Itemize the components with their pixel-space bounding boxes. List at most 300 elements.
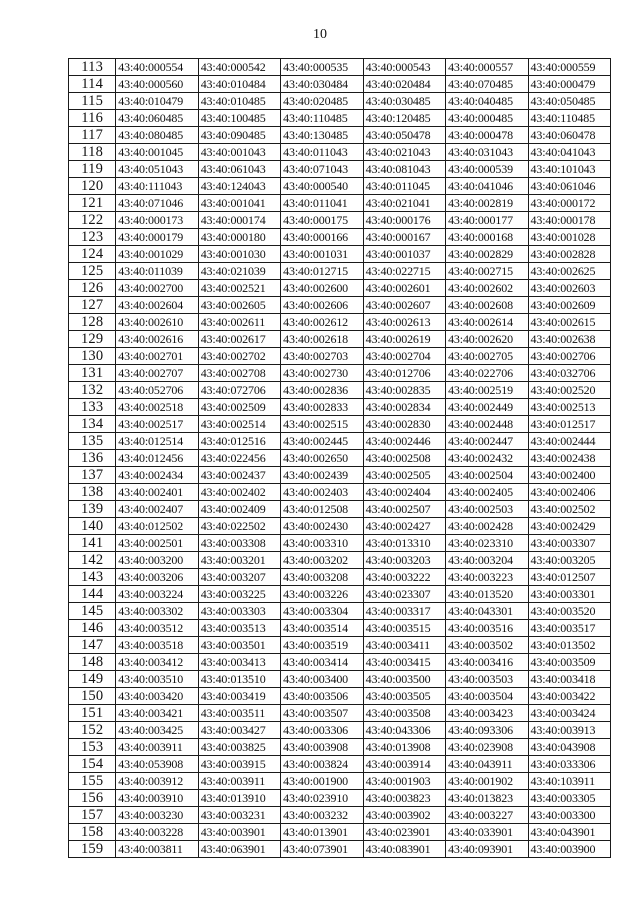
cadastral-number-cell: 43:40:124043 [198, 178, 280, 195]
cadastral-number-cell: 43:40:101043 [528, 161, 610, 178]
cadastral-number-cell: 43:40:003307 [528, 535, 610, 552]
cadastral-number-cell: 43:40:000174 [198, 212, 280, 229]
cadastral-number-cell: 43:40:002836 [281, 382, 363, 399]
cadastral-number-cell: 43:40:002701 [116, 348, 198, 365]
cadastral-number-cell: 43:40:003825 [198, 739, 280, 756]
cadastral-number-cell: 43:40:041043 [528, 144, 610, 161]
cadastral-number-cell: 43:40:030485 [363, 93, 445, 110]
row-number-cell: 150 [69, 688, 116, 705]
cadastral-number-cell: 43:40:012516 [198, 433, 280, 450]
cadastral-number-cell: 43:40:003228 [116, 824, 198, 841]
cadastral-number-cell: 43:40:093306 [446, 722, 528, 739]
cadastral-number-cell: 43:40:003231 [198, 807, 280, 824]
cadastral-number-cell: 43:40:002833 [281, 399, 363, 416]
cadastral-number-cell: 43:40:003317 [363, 603, 445, 620]
cadastral-number-cell: 43:40:003305 [528, 790, 610, 807]
cadastral-number-cell: 43:40:003304 [281, 603, 363, 620]
cadastral-number-cell: 43:40:002605 [198, 297, 280, 314]
cadastral-number-cell: 43:40:002835 [363, 382, 445, 399]
cadastral-number-cell: 43:40:002520 [528, 382, 610, 399]
table-row [69, 450, 611, 467]
cadastral-number-cell: 43:40:003203 [363, 552, 445, 569]
cadastral-number-cell: 43:40:001903 [363, 773, 445, 790]
cadastral-number-cell: 43:40:003512 [116, 620, 198, 637]
cadastral-number-cell: 43:40:002612 [281, 314, 363, 331]
cadastral-number-cell: 43:40:033306 [528, 756, 610, 773]
row-number-cell: 137 [69, 467, 116, 484]
cadastral-number-cell: 43:40:000179 [116, 229, 198, 246]
cadastral-number-cell: 43:40:002406 [528, 484, 610, 501]
cadastral-number-cell: 43:40:002447 [446, 433, 528, 450]
cadastral-number-cell: 43:40:000166 [281, 229, 363, 246]
cadastral-number-cell: 43:40:073901 [281, 841, 363, 858]
table-row [69, 671, 611, 688]
cadastral-number-cell: 43:40:013901 [281, 824, 363, 841]
row-number-cell: 136 [69, 450, 116, 467]
cadastral-number-table [68, 58, 611, 858]
cadastral-number-cell: 43:40:002428 [446, 518, 528, 535]
cadastral-number-cell: 43:40:060485 [116, 110, 198, 127]
table-row [69, 263, 611, 280]
row-number-cell: 141 [69, 535, 116, 552]
table-row [69, 280, 611, 297]
row-number-cell: 121 [69, 195, 116, 212]
cadastral-number-cell: 43:40:030484 [281, 76, 363, 93]
cadastral-number-cell: 43:40:011045 [363, 178, 445, 195]
row-number-cell: 120 [69, 178, 116, 195]
cadastral-number-cell: 43:40:013910 [198, 790, 280, 807]
table-row [69, 688, 611, 705]
cadastral-number-cell: 43:40:043908 [528, 739, 610, 756]
cadastral-number-cell: 43:40:000180 [198, 229, 280, 246]
cadastral-number-cell: 43:40:002432 [446, 450, 528, 467]
table-row [69, 586, 611, 603]
row-number-cell: 124 [69, 246, 116, 263]
cadastral-number-cell: 43:40:012517 [528, 416, 610, 433]
cadastral-number-cell: 43:40:002830 [363, 416, 445, 433]
cadastral-number-cell: 43:40:002625 [528, 263, 610, 280]
table-row [69, 790, 611, 807]
row-number-cell: 130 [69, 348, 116, 365]
cadastral-number-cell: 43:40:013510 [198, 671, 280, 688]
cadastral-number-cell: 43:40:012456 [116, 450, 198, 467]
cadastral-number-cell: 43:40:003425 [116, 722, 198, 739]
cadastral-number-cell: 43:40:002444 [528, 433, 610, 450]
cadastral-number-cell: 43:40:003300 [528, 807, 610, 824]
table-row [69, 246, 611, 263]
cadastral-number-cell: 43:40:003419 [198, 688, 280, 705]
table-row [69, 416, 611, 433]
row-number-cell: 132 [69, 382, 116, 399]
row-number-cell: 154 [69, 756, 116, 773]
cadastral-number-cell: 43:40:002446 [363, 433, 445, 450]
cadastral-number-cell: 43:40:000560 [116, 76, 198, 93]
table-row [69, 433, 611, 450]
cadastral-number-cell: 43:40:043301 [446, 603, 528, 620]
table-row [69, 484, 611, 501]
cadastral-number-cell: 43:40:000559 [528, 59, 610, 76]
row-number-cell: 139 [69, 501, 116, 518]
row-number-cell: 119 [69, 161, 116, 178]
cadastral-number-cell: 43:40:012508 [281, 501, 363, 518]
cadastral-number-cell: 43:40:001028 [528, 229, 610, 246]
cadastral-number-cell: 43:40:061043 [198, 161, 280, 178]
row-number-cell: 144 [69, 586, 116, 603]
cadastral-number-cell: 43:40:002829 [446, 246, 528, 263]
cadastral-number-cell: 43:40:003911 [116, 739, 198, 756]
row-number-cell: 129 [69, 331, 116, 348]
table-row [69, 127, 611, 144]
cadastral-number-cell: 43:40:010484 [198, 76, 280, 93]
cadastral-number-cell: 43:40:011043 [281, 144, 363, 161]
table-row [69, 161, 611, 178]
cadastral-number-cell: 43:40:000176 [363, 212, 445, 229]
cadastral-number-cell: 43:40:021041 [363, 195, 445, 212]
row-number-cell: 148 [69, 654, 116, 671]
cadastral-number-cell: 43:40:093901 [446, 841, 528, 858]
cadastral-number-cell: 43:40:003900 [528, 841, 610, 858]
cadastral-number-cell: 43:40:003415 [363, 654, 445, 671]
cadastral-number-cell: 43:40:023901 [363, 824, 445, 841]
cadastral-number-cell: 43:40:001902 [446, 773, 528, 790]
cadastral-number-cell: 43:40:012715 [281, 263, 363, 280]
cadastral-number-cell: 43:40:002700 [116, 280, 198, 297]
cadastral-number-cell: 43:40:013823 [446, 790, 528, 807]
row-number-cell: 151 [69, 705, 116, 722]
table-row [69, 841, 611, 858]
cadastral-number-cell: 43:40:043901 [528, 824, 610, 841]
cadastral-number-cell: 43:40:000535 [281, 59, 363, 76]
cadastral-number-cell: 43:40:002518 [116, 399, 198, 416]
cadastral-number-cell: 43:40:013502 [528, 637, 610, 654]
cadastral-number-cell: 43:40:002638 [528, 331, 610, 348]
cadastral-number-cell: 43:40:012514 [116, 433, 198, 450]
table-row [69, 467, 611, 484]
cadastral-number-cell: 43:40:003202 [281, 552, 363, 569]
table-row [69, 399, 611, 416]
cadastral-number-cell: 43:40:000478 [446, 127, 528, 144]
cadastral-number-cell: 43:40:003232 [281, 807, 363, 824]
page-number: 10 [313, 27, 327, 42]
cadastral-number-cell: 43:40:003303 [198, 603, 280, 620]
cadastral-number-cell: 43:40:023910 [281, 790, 363, 807]
cadastral-number-cell: 43:40:002507 [363, 501, 445, 518]
row-number-cell: 133 [69, 399, 116, 416]
cadastral-number-cell: 43:40:003823 [363, 790, 445, 807]
table-row [69, 722, 611, 739]
row-number-cell: 118 [69, 144, 116, 161]
row-number-cell: 147 [69, 637, 116, 654]
cadastral-number-cell: 43:40:003503 [446, 671, 528, 688]
cadastral-number-cell: 43:40:003308 [198, 535, 280, 552]
cadastral-number-cell: 43:40:001900 [281, 773, 363, 790]
cadastral-number-cell: 43:40:022456 [198, 450, 280, 467]
cadastral-number-cell: 43:40:002449 [446, 399, 528, 416]
row-number-cell: 149 [69, 671, 116, 688]
cadastral-number-cell: 43:40:002509 [198, 399, 280, 416]
cadastral-number-cell: 43:40:002610 [116, 314, 198, 331]
cadastral-number-cell: 43:40:003500 [363, 671, 445, 688]
cadastral-number-cell: 43:40:000172 [528, 195, 610, 212]
row-number-cell: 122 [69, 212, 116, 229]
cadastral-number-cell: 43:40:002430 [281, 518, 363, 535]
cadastral-number-cell: 43:40:012706 [363, 365, 445, 382]
cadastral-number-cell: 43:40:002407 [116, 501, 198, 518]
cadastral-number-cell: 43:40:002604 [116, 297, 198, 314]
table-row [69, 297, 611, 314]
row-number-cell: 143 [69, 569, 116, 586]
cadastral-number-cell: 43:40:011039 [116, 263, 198, 280]
cadastral-number-cell: 43:40:002609 [528, 297, 610, 314]
cadastral-number-cell: 43:40:010485 [198, 93, 280, 110]
cadastral-number-cell: 43:40:000479 [528, 76, 610, 93]
cadastral-number-cell: 43:40:002834 [363, 399, 445, 416]
cadastral-number-cell: 43:40:071043 [281, 161, 363, 178]
cadastral-number-cell: 43:40:002514 [198, 416, 280, 433]
cadastral-number-cell: 43:40:083901 [363, 841, 445, 858]
cadastral-number-cell: 43:40:003517 [528, 620, 610, 637]
cadastral-number-cell: 43:40:023310 [446, 535, 528, 552]
table-row [69, 59, 611, 76]
table-row [69, 76, 611, 93]
cadastral-number-cell: 43:40:002602 [446, 280, 528, 297]
cadastral-number-cell: 43:40:000175 [281, 212, 363, 229]
cadastral-number-cell: 43:40:002614 [446, 314, 528, 331]
cadastral-number-cell: 43:40:001037 [363, 246, 445, 263]
cadastral-number-cell: 43:40:013310 [363, 535, 445, 552]
cadastral-number-cell: 43:40:022706 [446, 365, 528, 382]
cadastral-number-cell: 43:40:011041 [281, 195, 363, 212]
cadastral-number-cell: 43:40:110485 [281, 110, 363, 127]
cadastral-number-cell: 43:40:002517 [116, 416, 198, 433]
cadastral-number-cell: 43:40:002601 [363, 280, 445, 297]
cadastral-number-cell: 43:40:003301 [528, 586, 610, 603]
cadastral-table-container [68, 58, 611, 858]
cadastral-number-cell: 43:40:003908 [281, 739, 363, 756]
cadastral-number-cell: 43:40:002445 [281, 433, 363, 450]
table-row [69, 705, 611, 722]
cadastral-number-cell: 43:40:003902 [363, 807, 445, 824]
cadastral-number-cell: 43:40:003224 [116, 586, 198, 603]
table-row [69, 807, 611, 824]
cadastral-number-cell: 43:40:003511 [198, 705, 280, 722]
cadastral-number-cell: 43:40:002402 [198, 484, 280, 501]
table-row [69, 824, 611, 841]
table-row [69, 212, 611, 229]
cadastral-number-cell: 43:40:003226 [281, 586, 363, 603]
cadastral-number-cell: 43:40:000543 [363, 59, 445, 76]
cadastral-number-cell: 43:40:002650 [281, 450, 363, 467]
cadastral-number-cell: 43:40:033901 [446, 824, 528, 841]
table-row [69, 365, 611, 382]
cadastral-number-cell: 43:40:002504 [446, 467, 528, 484]
cadastral-number-cell: 43:40:002603 [528, 280, 610, 297]
table-row [69, 229, 611, 246]
cadastral-number-cell: 43:40:002400 [528, 467, 610, 484]
cadastral-number-cell: 43:40:003519 [281, 637, 363, 654]
cadastral-number-cell: 43:40:003413 [198, 654, 280, 671]
cadastral-number-cell: 43:40:000554 [116, 59, 198, 76]
cadastral-number-cell: 43:40:002619 [363, 331, 445, 348]
cadastral-number-cell: 43:40:000178 [528, 212, 610, 229]
cadastral-number-cell: 43:40:000173 [116, 212, 198, 229]
cadastral-number-cell: 43:40:012502 [116, 518, 198, 535]
cadastral-number-cell: 43:40:002501 [116, 535, 198, 552]
cadastral-number-cell: 43:40:003502 [446, 637, 528, 654]
cadastral-number-cell: 43:40:003201 [198, 552, 280, 569]
cadastral-number-cell: 43:40:063901 [198, 841, 280, 858]
cadastral-number-cell: 43:40:040485 [446, 93, 528, 110]
row-number-cell: 128 [69, 314, 116, 331]
cadastral-number-cell: 43:40:002707 [116, 365, 198, 382]
cadastral-number-cell: 43:40:001031 [281, 246, 363, 263]
cadastral-number-cell: 43:40:002503 [446, 501, 528, 518]
cadastral-number-cell: 43:40:002611 [198, 314, 280, 331]
cadastral-number-cell: 43:40:002502 [528, 501, 610, 518]
cadastral-number-cell: 43:40:020485 [281, 93, 363, 110]
cadastral-number-cell: 43:40:003915 [198, 756, 280, 773]
cadastral-number-cell: 43:40:053908 [116, 756, 198, 773]
cadastral-number-cell: 43:40:003223 [446, 569, 528, 586]
cadastral-number-cell: 43:40:023307 [363, 586, 445, 603]
table-row [69, 569, 611, 586]
cadastral-number-cell: 43:40:003424 [528, 705, 610, 722]
cadastral-number-cell: 43:40:003508 [363, 705, 445, 722]
cadastral-number-cell: 43:40:081043 [363, 161, 445, 178]
cadastral-number-cell: 43:40:003914 [363, 756, 445, 773]
cadastral-number-cell: 43:40:003901 [198, 824, 280, 841]
cadastral-number-cell: 43:40:002616 [116, 331, 198, 348]
cadastral-number-cell: 43:40:003208 [281, 569, 363, 586]
table-row [69, 603, 611, 620]
cadastral-number-cell: 43:40:002708 [198, 365, 280, 382]
cadastral-number-cell: 43:40:003824 [281, 756, 363, 773]
cadastral-number-cell: 43:40:002404 [363, 484, 445, 501]
table-row [69, 178, 611, 195]
cadastral-number-cell: 43:40:072706 [198, 382, 280, 399]
cadastral-number-cell: 43:40:003520 [528, 603, 610, 620]
cadastral-number-cell: 43:40:003513 [198, 620, 280, 637]
cadastral-number-cell: 43:40:010479 [116, 93, 198, 110]
cadastral-number-cell: 43:40:002437 [198, 467, 280, 484]
cadastral-number-cell: 43:40:002617 [198, 331, 280, 348]
cadastral-number-cell: 43:40:003416 [446, 654, 528, 671]
cadastral-number-cell: 43:40:002427 [363, 518, 445, 535]
cadastral-number-cell: 43:40:003412 [116, 654, 198, 671]
cadastral-number-cell: 43:40:110485 [528, 110, 610, 127]
cadastral-number-cell: 43:40:002448 [446, 416, 528, 433]
row-number-cell: 155 [69, 773, 116, 790]
cadastral-number-cell: 43:40:000542 [198, 59, 280, 76]
cadastral-number-cell: 43:40:003506 [281, 688, 363, 705]
table-row [69, 195, 611, 212]
row-number-cell: 116 [69, 110, 116, 127]
cadastral-number-cell: 43:40:003222 [363, 569, 445, 586]
cadastral-number-cell: 43:40:003421 [116, 705, 198, 722]
cadastral-number-cell: 43:40:020484 [363, 76, 445, 93]
cadastral-number-cell: 43:40:002608 [446, 297, 528, 314]
cadastral-number-cell: 43:40:003427 [198, 722, 280, 739]
cadastral-number-cell: 43:40:003510 [116, 671, 198, 688]
table-row [69, 654, 611, 671]
cadastral-number-cell: 43:40:000540 [281, 178, 363, 195]
cadastral-number-cell: 43:40:003400 [281, 671, 363, 688]
table-row [69, 518, 611, 535]
table-row [69, 552, 611, 569]
row-number-cell: 138 [69, 484, 116, 501]
cadastral-number-cell: 43:40:003310 [281, 535, 363, 552]
cadastral-number-cell: 43:40:002607 [363, 297, 445, 314]
cadastral-number-cell: 43:40:002618 [281, 331, 363, 348]
cadastral-number-cell: 43:40:003420 [116, 688, 198, 705]
cadastral-number-cell: 43:40:003207 [198, 569, 280, 586]
table-row [69, 144, 611, 161]
row-number-cell: 135 [69, 433, 116, 450]
cadastral-number-cell: 43:40:002606 [281, 297, 363, 314]
cadastral-number-cell: 43:40:071046 [116, 195, 198, 212]
cadastral-number-cell: 43:40:003422 [528, 688, 610, 705]
cadastral-number-cell: 43:40:002828 [528, 246, 610, 263]
cadastral-number-cell: 43:40:000557 [446, 59, 528, 76]
cadastral-number-cell: 43:40:002706 [528, 348, 610, 365]
row-number-cell: 113 [69, 59, 116, 76]
cadastral-number-cell: 43:40:002409 [198, 501, 280, 518]
cadastral-number-cell: 43:40:000177 [446, 212, 528, 229]
cadastral-number-cell: 43:40:002439 [281, 467, 363, 484]
cadastral-number-cell: 43:40:003200 [116, 552, 198, 569]
table-row [69, 773, 611, 790]
cadastral-number-cell: 43:40:002519 [446, 382, 528, 399]
row-number-cell: 115 [69, 93, 116, 110]
row-number-cell: 114 [69, 76, 116, 93]
cadastral-number-cell: 43:40:003501 [198, 637, 280, 654]
cadastral-number-cell: 43:40:000485 [446, 110, 528, 127]
row-number-cell: 123 [69, 229, 116, 246]
cadastral-number-cell: 43:40:002613 [363, 314, 445, 331]
cadastral-number-cell: 43:40:022502 [198, 518, 280, 535]
row-number-cell: 127 [69, 297, 116, 314]
table-row [69, 535, 611, 552]
cadastral-number-cell: 43:40:100485 [198, 110, 280, 127]
row-number-cell: 146 [69, 620, 116, 637]
row-number-cell: 156 [69, 790, 116, 807]
cadastral-number-cell: 43:40:002513 [528, 399, 610, 416]
cadastral-number-cell: 43:40:031043 [446, 144, 528, 161]
cadastral-number-cell: 43:40:002703 [281, 348, 363, 365]
row-number-cell: 134 [69, 416, 116, 433]
cadastral-number-cell: 43:40:002705 [446, 348, 528, 365]
cadastral-number-cell: 43:40:003505 [363, 688, 445, 705]
row-number-cell: 153 [69, 739, 116, 756]
cadastral-number-cell: 43:40:003504 [446, 688, 528, 705]
cadastral-number-cell: 43:40:002704 [363, 348, 445, 365]
cadastral-number-cell: 43:40:000539 [446, 161, 528, 178]
row-number-cell: 125 [69, 263, 116, 280]
cadastral-number-cell: 43:40:003515 [363, 620, 445, 637]
cadastral-number-cell: 43:40:032706 [528, 365, 610, 382]
row-number-cell: 142 [69, 552, 116, 569]
cadastral-number-cell: 43:40:002403 [281, 484, 363, 501]
table-row [69, 739, 611, 756]
row-number-cell: 158 [69, 824, 116, 841]
cadastral-number-cell: 43:40:002702 [198, 348, 280, 365]
cadastral-number-cell: 43:40:050478 [363, 127, 445, 144]
cadastral-number-cell: 43:40:061046 [528, 178, 610, 195]
row-number-cell: 140 [69, 518, 116, 535]
cadastral-number-cell: 43:40:003518 [116, 637, 198, 654]
cadastral-number-cell: 43:40:001041 [198, 195, 280, 212]
cadastral-number-cell: 43:40:080485 [116, 127, 198, 144]
